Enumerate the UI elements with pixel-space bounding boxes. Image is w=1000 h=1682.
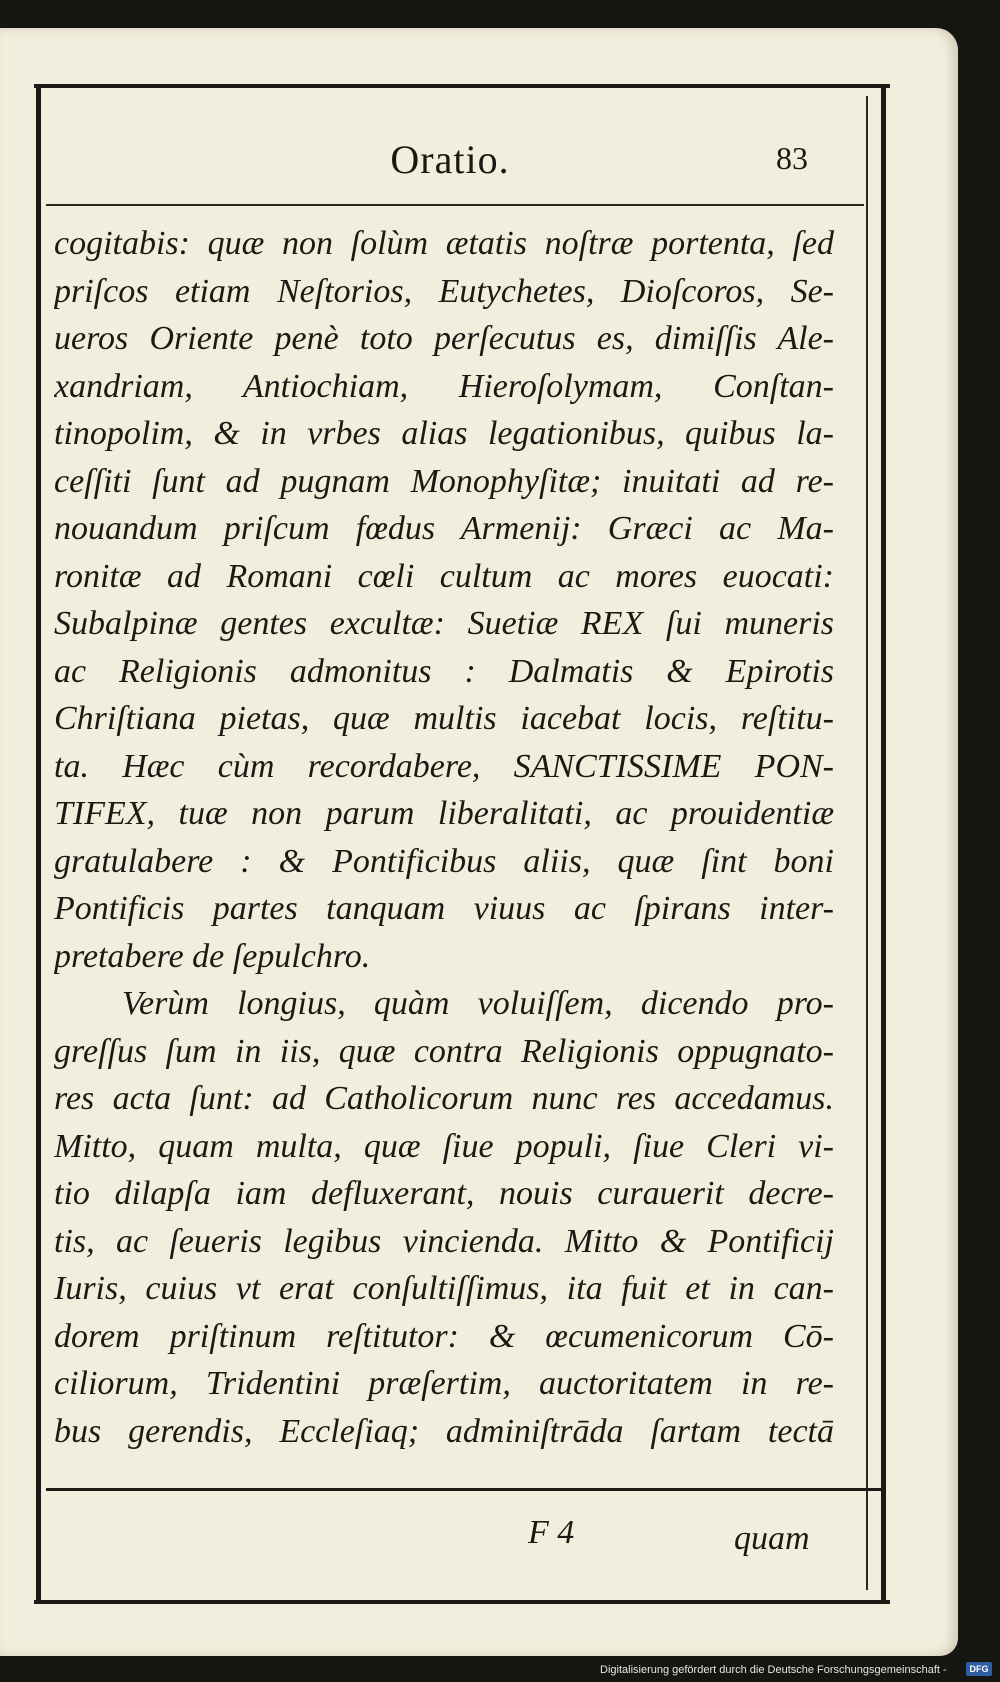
text-line: gratulabere : & Pontificibus aliis, quæ ſint boni xyxy=(54,842,834,880)
text-line: tinopolim, & in vrbes alias legationibus, quibus la- xyxy=(54,415,834,452)
header-rule xyxy=(46,204,864,206)
text-line: ronitæ ad Romani cœli cultum ac mores euocati: xyxy=(54,557,834,595)
text-line: cogitabis: quæ non ſolùm ætatis noſtræ portenta, ſed xyxy=(54,225,834,262)
text-line: ceſſiti ſunt ad pugnam Monophyſitæ; inuitati ad re- xyxy=(54,462,834,500)
text-line: Subalpinæ gentes excultæ: Suetiæ REX ſui muneris xyxy=(54,605,834,642)
signature-mark: F 4 xyxy=(528,1514,575,1551)
text-line: Mitto, quam multa, quæ ſiue populi, ſiue Cleri vi- xyxy=(54,1127,834,1165)
dfg-logo-icon: DFG xyxy=(966,1662,992,1676)
book-page xyxy=(0,28,958,1656)
text-line: ta. Hæc cùm recordabere, SANCTISSIME PON- xyxy=(54,747,834,785)
text-line: pretabere de ſepulchro. xyxy=(54,937,371,975)
text-line: Verùm longius, quàm voluiſſem, dicendo pro- xyxy=(122,985,834,1022)
running-title: Oratio. xyxy=(390,137,510,182)
frame-inner-rule xyxy=(866,96,868,1590)
frame-top-rule xyxy=(34,84,890,88)
digitization-credit: Digitalisierung gefördert durch die Deutsche Forschungsgemeinschaft - xyxy=(600,1664,947,1676)
body-text xyxy=(54,220,834,1455)
text-line: ciliorum, Tridentini præſertim, auctoritatem in re- xyxy=(54,1365,834,1402)
text-line: res acta ſunt: ad Catholicorum nunc res accedamus. xyxy=(54,1080,834,1117)
text-line: TIFEX, tuæ non parum liberalitati, ac prouidentiæ xyxy=(54,795,834,832)
page-number: 83 xyxy=(776,140,808,176)
text-line: nouandum priſcum fœdus Armenij: Græci ac Ma- xyxy=(54,510,834,547)
text-line: ueros Oriente penè toto perſecutus es, dimiſſis Ale- xyxy=(54,320,834,357)
catchword: quam xyxy=(734,1520,810,1557)
text-line: bus gerendis, Eccleſiaq; adminiſtrāda ſartam tectā xyxy=(54,1412,834,1450)
text-line: ac Religionis admonitus : Dalmatis & Epirotis xyxy=(54,652,834,690)
text-line: tio dilapſa iam defluxerant, nouis curauerit decre- xyxy=(54,1175,834,1212)
text-line: tis, ac ſeueris legibus vincienda. Mitto & Pontificij xyxy=(54,1222,834,1260)
text-line: dorem priſtinum reſtitutor: & œcumenicorum Cō- xyxy=(54,1317,834,1355)
footer-rule xyxy=(46,1488,884,1491)
text-line: priſcos etiam Neſtorios, Eutychetes, Dioſcoros, Se- xyxy=(54,272,834,310)
text-line: xandriam, Antiochiam, Hieroſolymam, Conſtan- xyxy=(54,367,834,405)
frame-bottom-rule xyxy=(34,1600,890,1604)
text-line: Iuris, cuius vt erat conſultiſſimus, ita fuit et in can- xyxy=(54,1270,834,1307)
text-line: Chriſtiana pietas, quæ multis iacebat locis, reſtitu- xyxy=(54,700,834,737)
text-line: Pontificis partes tanquam viuus ac ſpirans inter- xyxy=(54,890,834,927)
text-line: greſſus ſum in iis, quæ contra Religionis oppugnato- xyxy=(54,1032,834,1070)
